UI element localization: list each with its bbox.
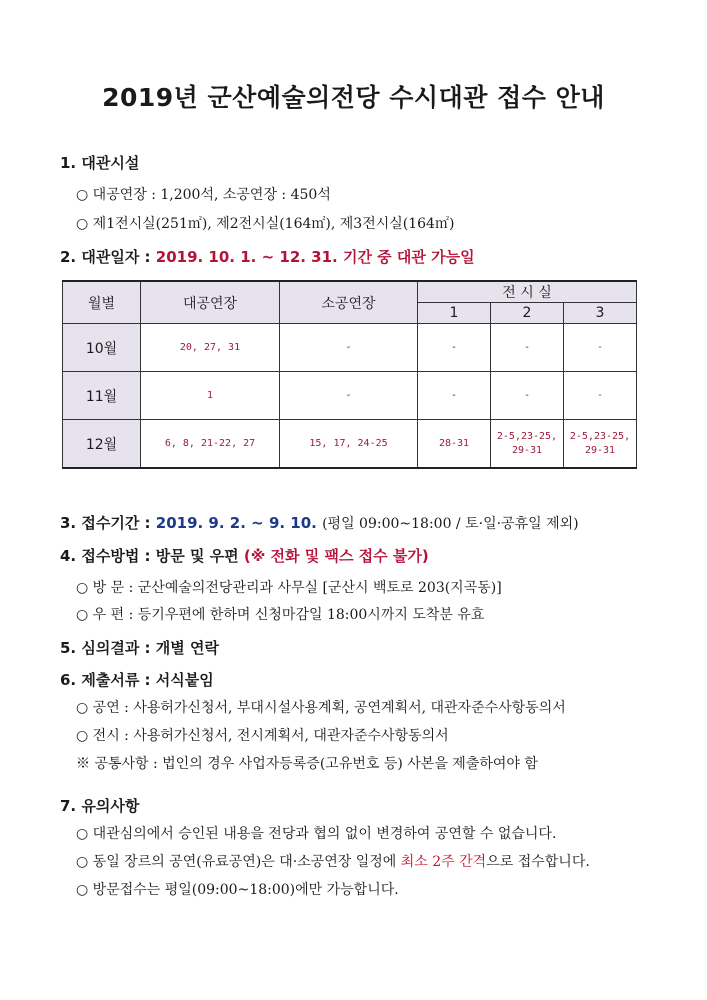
note-1: ○ 대관심의에서 승인된 내용을 전당과 협의 없이 변경하여 공연할 수 없습니다. xyxy=(76,826,557,842)
table-row xyxy=(63,372,637,420)
cell-big-hall: 1 xyxy=(141,372,280,420)
row-month: 12월 xyxy=(63,420,141,469)
documents-exhibition: ○ 전시 : 사용허가신청서, 전시계획서, 대관자준수사항동의서 xyxy=(76,728,449,744)
note-2-highlight: 최소 2주 간격 xyxy=(400,854,487,870)
cell-big-hall: 6, 8, 21-22, 27 xyxy=(141,420,280,469)
application-method-warning: (※ 전화 및 팩스 접수 불가) xyxy=(243,547,429,565)
header-month: 월별 xyxy=(63,281,141,324)
page-title: 2019년 군산예술의전당 수시대관 접수 안내 xyxy=(102,83,605,112)
documents-performance: ○ 공연 : 사용허가신청서, 부대시설사용계획, 공연계획서, 대관자준수사항동의서 xyxy=(76,700,566,716)
cell-exhibition-1: - xyxy=(418,372,491,420)
application-period-value: 2019. 9. 2. ~ 9. 10. xyxy=(155,514,323,532)
cell-exhibition-1: - xyxy=(418,324,491,372)
cell-exhibition-2: - xyxy=(491,372,564,420)
cell-exhibition-2-line1: 2-5,23-25, xyxy=(496,430,558,442)
section-documents: 6. 제출서류 : 서식붙임 xyxy=(60,671,214,689)
cell-small-hall: 15, 17, 24-25 xyxy=(280,420,418,469)
application-period-label: 3. 접수기간 : xyxy=(60,514,156,532)
cell-big-hall: 20, 27, 31 xyxy=(141,324,280,372)
cell-exhibition-2 xyxy=(491,420,564,469)
application-period-note: (평일 09:00~18:00 / 토·일·공휴일 제외) xyxy=(322,516,579,532)
cell-small-hall: - xyxy=(280,324,418,372)
cell-exhibition-3-line2: 29-31 xyxy=(584,444,616,456)
section-review-result: 5. 심의결과 : 개별 연락 xyxy=(60,639,219,657)
note-2 xyxy=(76,851,590,871)
table-row xyxy=(63,420,637,469)
header-big-hall: 대공연장 xyxy=(141,281,280,324)
header-exhibition: 전 시 실 xyxy=(418,281,637,303)
table-row xyxy=(63,324,637,372)
rental-dates-value: 2019. 10. 1. ~ 12. 31. 기간 중 대관 가능일 xyxy=(155,248,475,266)
application-method-label: 4. 접수방법 : 방문 및 우편 xyxy=(60,547,244,565)
section-application-period xyxy=(60,512,579,533)
header-exhibition-1: 1 xyxy=(418,303,491,324)
cell-exhibition-3: - xyxy=(564,324,637,372)
row-month: 11월 xyxy=(63,372,141,420)
cell-exhibition-1: 28-31 xyxy=(418,420,491,469)
cell-exhibition-3-line1: 2-5,23-25, xyxy=(569,430,631,442)
cell-exhibition-2: - xyxy=(491,324,564,372)
documents-common: ※ 공통사항 : 법인의 경우 사업자등록증(고유번호 등) 사본을 제출하여야 함 xyxy=(76,756,538,772)
method-visit: ○ 방 문 : 군산예술의전당관리과 사무실 [군산시 백토로 203(지곡동)] xyxy=(76,580,502,596)
availability-table xyxy=(62,280,637,469)
method-mail: ○ 우 편 : 등기우편에 한하며 신청마감일 18:00시까지 도착분 유효 xyxy=(76,607,485,623)
cell-small-hall: - xyxy=(280,372,418,420)
note-2-post: 으로 접수합니다. xyxy=(486,854,590,870)
section-facilities-heading: 1. 대관시설 xyxy=(60,154,140,172)
cell-exhibition-2-line2: 29-31 xyxy=(511,444,543,456)
header-exhibition-2: 2 xyxy=(491,303,564,324)
row-month: 10월 xyxy=(63,324,141,372)
note-3: ○ 방문접수는 평일(09:00~18:00)에만 가능합니다. xyxy=(76,882,399,898)
cell-exhibition-3 xyxy=(564,420,637,469)
note-2-pre: ○ 동일 장르의 공연(유료공연)은 대·소공연장 일정에 xyxy=(76,854,401,870)
section-notes: 7. 유의사항 xyxy=(60,797,140,815)
section-application-method xyxy=(60,545,429,566)
header-exhibition-3: 3 xyxy=(564,303,637,324)
facility-halls: ○ 대공연장 : 1,200석, 소공연장 : 450석 xyxy=(76,187,331,203)
header-small-hall: 소공연장 xyxy=(280,281,418,324)
cell-exhibition-3: - xyxy=(564,372,637,420)
rental-dates-label: 2. 대관일자 : xyxy=(60,248,156,266)
section-rental-dates xyxy=(60,246,475,267)
facility-galleries: ○ 제1전시실(251㎡), 제2전시실(164㎡), 제3전시실(164㎡) xyxy=(76,216,455,232)
